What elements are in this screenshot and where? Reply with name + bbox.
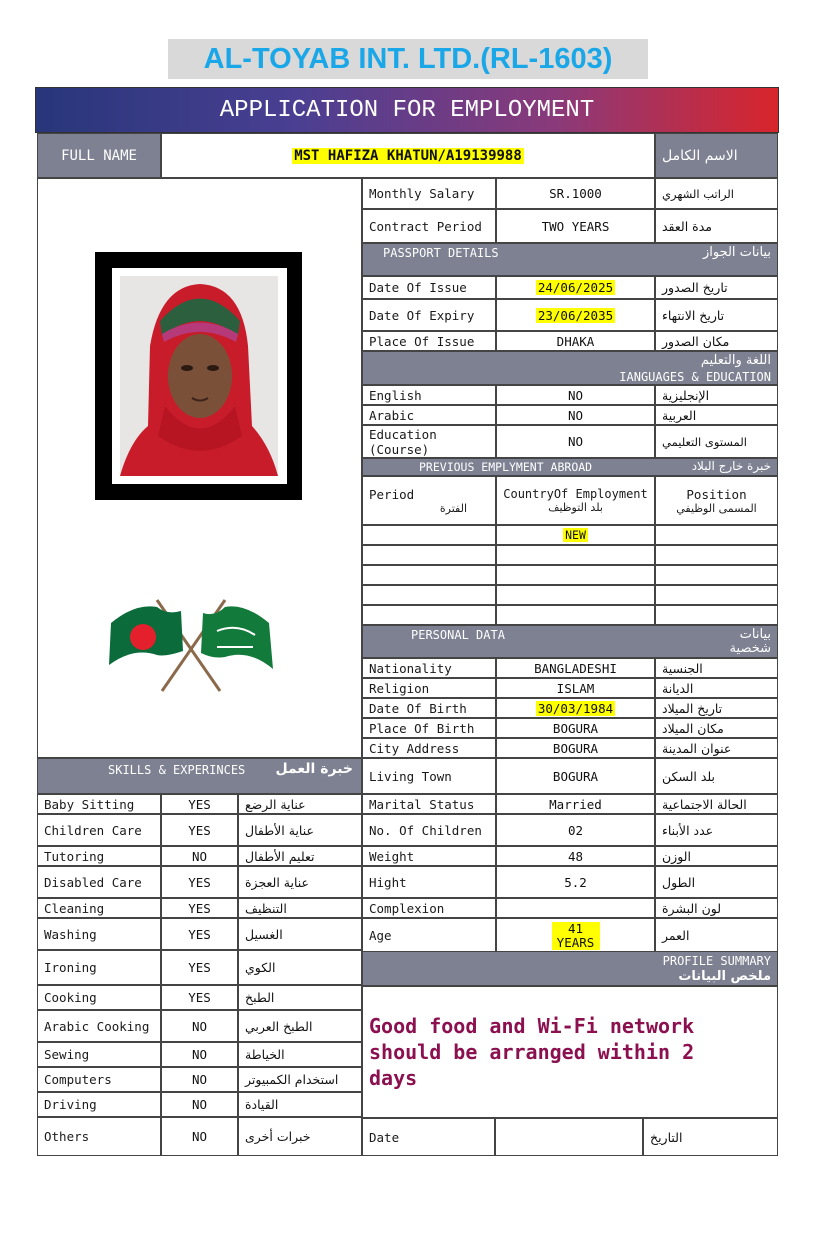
personal-value: ISLAM <box>496 678 655 698</box>
personal-label: Hight <box>362 866 496 898</box>
personal-value: 48 <box>496 846 655 866</box>
personal-label: Date Of Birth <box>362 698 496 718</box>
profile-summary-box <box>362 986 778 1118</box>
full-name-label: FULL NAME <box>37 133 161 178</box>
personal-ar: عدد الأبناء <box>655 814 778 846</box>
company-title: AL-TOYAB INT. LTD.(RL-1603) <box>168 39 648 79</box>
country-label: CountryOf Employment <box>503 487 648 501</box>
skill-ar: استخدام الكمبيوتر <box>238 1067 362 1092</box>
skill-label: Computers <box>37 1067 161 1092</box>
personal-value: 5.2 <box>496 866 655 898</box>
skill-value: YES <box>161 985 238 1010</box>
previous-employment-cell <box>655 585 778 605</box>
skill-ar: خبرات أخرى <box>238 1117 362 1156</box>
personal-label: Age <box>362 918 496 953</box>
arabic-value: NO <box>496 405 655 425</box>
passport-section-header <box>362 243 778 276</box>
previous-employment-cell <box>362 585 496 605</box>
personal-ar: العمر <box>655 918 778 953</box>
applicant-photo <box>120 276 278 476</box>
skill-ar: القيادة <box>238 1092 362 1117</box>
salary-value: SR.1000 <box>496 178 655 209</box>
period-header <box>362 476 496 525</box>
arabic-arabic: العربية <box>655 405 778 425</box>
skill-label: Arabic Cooking <box>37 1010 161 1042</box>
form-title: APPLICATION FOR EMPLOYMENT <box>35 87 779 133</box>
education-label: Education (Course) <box>362 425 496 458</box>
skill-ar: عناية الرضع <box>238 794 362 814</box>
skill-label: Disabled Care <box>37 866 161 898</box>
skill-ar: الخياطة <box>238 1042 362 1067</box>
personal-label: Nationality <box>362 658 496 678</box>
personal-value <box>496 698 655 718</box>
full-name-value: MST HAFIZA KHATUN/A19139988 <box>294 147 522 164</box>
contract-value: TWO YEARS <box>496 209 655 243</box>
skill-label: Washing <box>37 918 161 950</box>
previous-employment-cell <box>496 565 655 585</box>
english-label: English <box>362 385 496 405</box>
place-issue-value: DHAKA <box>496 331 655 351</box>
skill-ar: الطبخ العربي <box>238 1010 362 1042</box>
personal-label: Complexion <box>362 898 496 918</box>
skill-value: YES <box>161 866 238 898</box>
personal-title-arabic: بيانات شخصية <box>729 627 771 656</box>
skill-ar: الطبخ <box>238 985 362 1010</box>
personal-ar: بلد السكن <box>655 758 778 794</box>
skill-value: NO <box>161 1092 238 1117</box>
personal-value: BOGURA <box>496 738 655 758</box>
skill-label: Ironing <box>37 950 161 985</box>
issue-arabic: تاريخ الصدور <box>655 276 778 299</box>
previous-employment-cell <box>362 525 496 545</box>
date-label: Date <box>362 1118 495 1156</box>
education-arabic: المستوى التعليمي <box>655 425 778 458</box>
previous-employment-cell <box>496 525 655 545</box>
skill-ar: التنظيف <box>238 898 362 918</box>
position-label: Position <box>686 486 747 502</box>
issue-field <box>496 276 655 299</box>
personal-label: Weight <box>362 846 496 866</box>
personal-value: BANGLADESHI <box>496 658 655 678</box>
personal-ar: تاريخ الميلاد <box>655 698 778 718</box>
salary-label: Monthly Salary <box>362 178 496 209</box>
contract-arabic: مدة العقد <box>655 209 778 243</box>
personal-label: Place Of Birth <box>362 718 496 738</box>
skill-value: YES <box>161 918 238 950</box>
position-arabic: المسمى الوظيفي <box>676 501 757 515</box>
previous-employment-cell <box>655 545 778 565</box>
date-row <box>362 1118 778 1156</box>
expiry-value: 23/06/2035 <box>537 307 614 323</box>
previous-country-value: NEW <box>565 528 586 542</box>
languages-section-header <box>362 351 778 385</box>
personal-ar: الطول <box>655 866 778 898</box>
previous-employment-cell <box>655 565 778 585</box>
profile-title: PROFILE SUMMARY <box>662 954 771 968</box>
expiry-arabic: تاريخ الانتهاء <box>655 299 778 331</box>
right-column <box>362 178 778 1118</box>
skill-value: NO <box>161 846 238 866</box>
previous-title: PREVIOUS EMPLYMENT ABROAD <box>419 460 593 474</box>
skill-value: NO <box>161 1067 238 1092</box>
skill-ar: الغسيل <box>238 918 362 950</box>
personal-label: Marital Status <box>362 794 496 814</box>
personal-value: Married <box>496 794 655 814</box>
skill-value: NO <box>161 1042 238 1067</box>
country-header <box>496 476 655 525</box>
previous-employment-cell <box>496 605 655 625</box>
previous-employment-cell <box>362 545 496 565</box>
personal-title: PERSONAL DATA <box>411 628 505 642</box>
period-arabic: الفترة <box>439 501 467 515</box>
place-issue-arabic: مكان الصدور <box>655 331 778 351</box>
full-name-field <box>161 133 655 178</box>
personal-ar: الوزن <box>655 846 778 866</box>
personal-value <box>496 918 655 953</box>
profile-section-header <box>362 951 778 986</box>
personal-value: BOGURA <box>496 718 655 738</box>
skill-label: Others <box>37 1117 161 1156</box>
country-arabic: بلد التوظيف <box>548 501 603 514</box>
previous-employment-cell <box>655 605 778 625</box>
skill-ar: عناية العجزة <box>238 866 362 898</box>
personal-label: No. Of Children <box>362 814 496 846</box>
previous-employment-cell <box>362 605 496 625</box>
skill-label: Children Care <box>37 814 161 846</box>
personal-label: City Address <box>362 738 496 758</box>
skills-rows <box>37 794 362 1156</box>
personal-ar: الديانة <box>655 678 778 698</box>
personal-ar: الحالة الاجتماعية <box>655 794 778 814</box>
bangladesh-saudi-flags-icon <box>105 595 277 695</box>
date-arabic: التاريخ <box>643 1118 778 1156</box>
skill-value: YES <box>161 814 238 846</box>
skill-value: YES <box>161 794 238 814</box>
skill-label: Baby Sitting <box>37 794 161 814</box>
skill-value: NO <box>161 1117 238 1156</box>
passport-title: PASSPORT DETAILS <box>383 246 499 260</box>
skill-value: YES <box>161 950 238 985</box>
arabic-label: Arabic <box>362 405 496 425</box>
previous-employment-cell <box>496 585 655 605</box>
previous-employment-cell <box>362 565 496 585</box>
languages-title: IANGUAGES & EDUCATION <box>619 370 771 384</box>
skills-section-header <box>37 758 362 794</box>
skill-label: Driving <box>37 1092 161 1117</box>
personal-ar: مكان الميلاد <box>655 718 778 738</box>
personal-ar: الجنسية <box>655 658 778 678</box>
skills-title: SKILLS & EXPERINCES <box>108 763 246 777</box>
expiry-field <box>496 299 655 331</box>
place-issue-label: Place Of Issue <box>362 331 496 351</box>
skill-label: Tutoring <box>37 846 161 866</box>
personal-value <box>496 898 655 918</box>
skill-label: Cleaning <box>37 898 161 918</box>
english-value: NO <box>496 385 655 405</box>
personal-ar: لون البشرة <box>655 898 778 918</box>
languages-title-arabic: اللغة والتعليم <box>700 353 771 368</box>
personal-value-highlight: 41 YEARS <box>552 922 600 950</box>
skill-ar: تعليم الأطفال <box>238 846 362 866</box>
personal-value: 02 <box>496 814 655 846</box>
personal-value: BOGURA <box>496 758 655 794</box>
skill-value: NO <box>161 1010 238 1042</box>
personal-ar: عنوان المدينة <box>655 738 778 758</box>
full-name-arabic: الاسم الكامل <box>655 133 778 178</box>
passport-title-arabic: بيانات الجواز <box>702 245 771 260</box>
skill-value: YES <box>161 898 238 918</box>
previous-employment-cell <box>655 525 778 545</box>
skill-ar: الكوي <box>238 950 362 985</box>
personal-section-header <box>362 625 778 658</box>
personal-label: Religion <box>362 678 496 698</box>
previous-title-arabic: خبرة خارج البلاد <box>691 459 771 473</box>
personal-value-highlight: 30/03/1984 <box>537 700 614 716</box>
skills-title-arabic: خبرة العمل <box>275 761 353 777</box>
date-value <box>495 1118 643 1156</box>
profile-summary-text: Good food and Wi-Fi network should be arranged within 2 days <box>369 1014 695 1090</box>
education-value: NO <box>496 425 655 458</box>
previous-section-header <box>362 458 778 476</box>
skill-label: Sewing <box>37 1042 161 1067</box>
previous-employment-cell <box>496 545 655 565</box>
issue-label: Date Of Issue <box>362 276 496 299</box>
salary-arabic: الراتب الشهري <box>655 178 778 209</box>
expiry-label: Date Of Expiry <box>362 299 496 331</box>
issue-value: 24/06/2025 <box>537 280 614 295</box>
skill-label: Cooking <box>37 985 161 1010</box>
profile-title-arabic: ملخص البيانات <box>678 969 771 984</box>
contract-label: Contract Period <box>362 209 496 243</box>
skill-ar: عناية الأطفال <box>238 814 362 846</box>
period-label: Period <box>369 486 415 502</box>
position-header <box>655 476 778 525</box>
personal-label: Living Town <box>362 758 496 794</box>
english-arabic: الإنجليزية <box>655 385 778 405</box>
